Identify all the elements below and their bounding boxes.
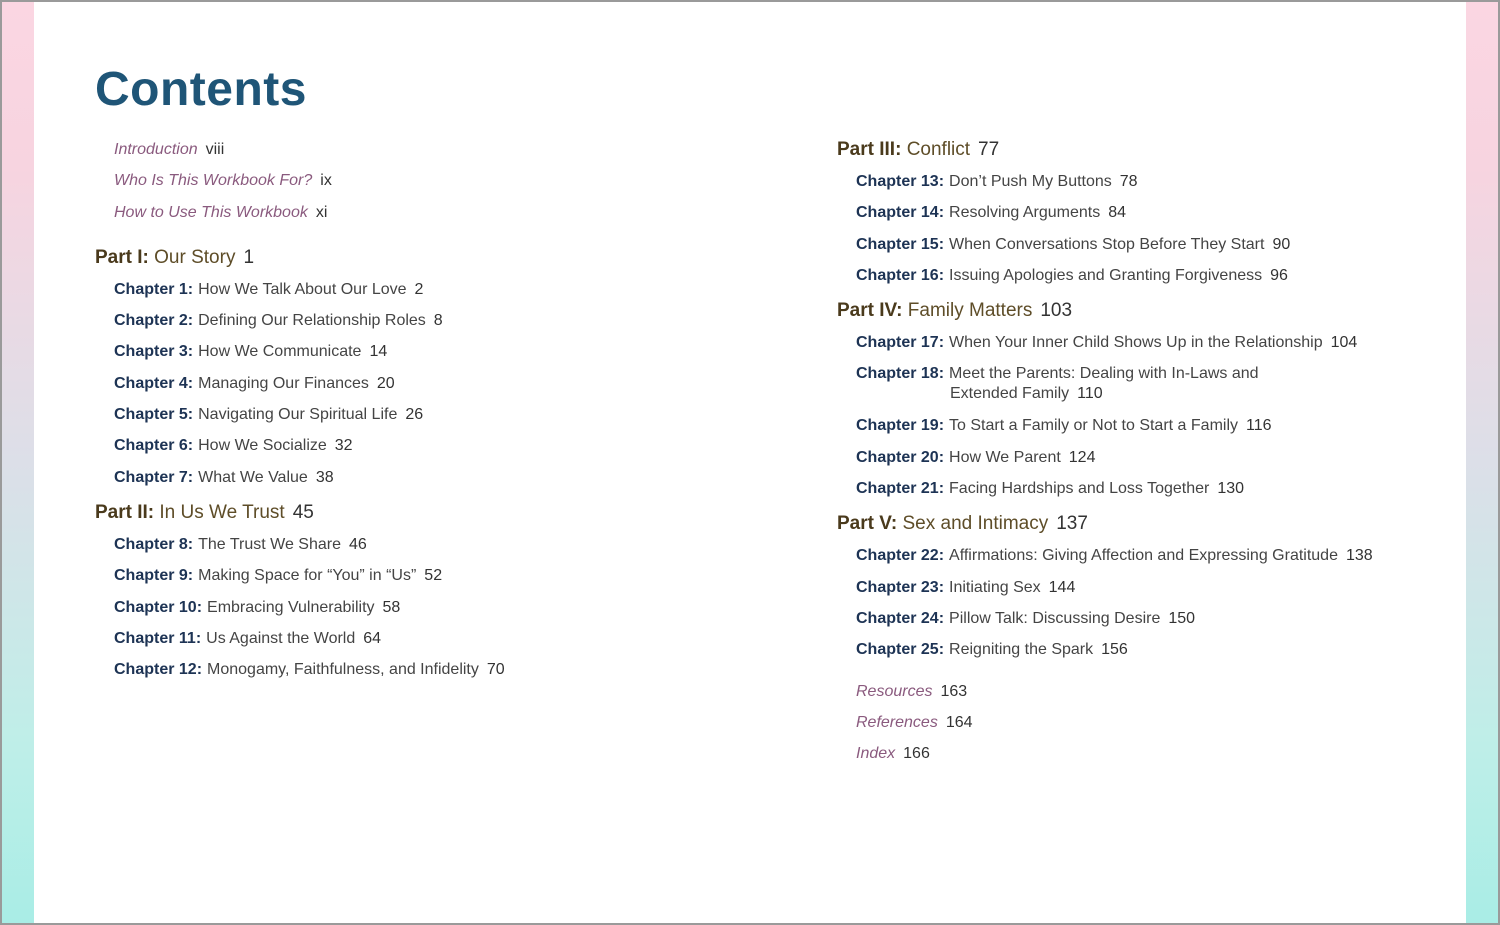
page-number: viii (205, 141, 225, 158)
page-number: 32 (334, 437, 353, 455)
page-number: 96 (1270, 266, 1288, 284)
chapter-entry[interactable] (837, 479, 1437, 510)
page-number: 38 (315, 468, 334, 486)
chapter-entry[interactable] (837, 546, 1437, 577)
spacer (837, 672, 1437, 682)
page-number: 166 (903, 745, 930, 763)
page-number: 144 (1048, 578, 1076, 596)
chapter-number: Chapter 2: (114, 312, 194, 330)
part-number: Part III: (837, 139, 902, 160)
chapter-entry[interactable] (95, 468, 775, 499)
chapter-title: Defining Our Relationship Roles (198, 312, 426, 330)
part-title: Family Matters (907, 300, 1033, 322)
part-heading[interactable] (837, 140, 1437, 172)
page-number: 103 (1040, 300, 1073, 322)
page-number: 70 (486, 661, 505, 679)
chapter-number: Chapter 19: (856, 417, 945, 435)
page-number: 163 (940, 682, 968, 700)
chapter-title: Initiating Sex (949, 578, 1041, 596)
chapter-number: Chapter 25: (856, 641, 945, 659)
chapter-number: Chapter 16: (856, 266, 945, 284)
chapter-number: Chapter 8: (114, 535, 194, 553)
page-number: 104 (1330, 334, 1358, 352)
left-gradient-edge (2, 2, 34, 923)
spacer (95, 234, 775, 244)
chapter-entry[interactable] (95, 598, 775, 629)
part-title: Sex and Intimacy (902, 513, 1049, 535)
chapter-entry[interactable] (95, 405, 775, 436)
chapter-number: Chapter 7: (114, 468, 194, 486)
page-number: 90 (1272, 235, 1291, 253)
chapter-number: Chapter 20: (856, 448, 945, 466)
front-matter-entry[interactable] (95, 203, 775, 234)
right-gradient-edge (1466, 2, 1498, 923)
page-number: 110 (1077, 385, 1103, 403)
page-number: 52 (424, 567, 443, 585)
chapter-entry[interactable] (95, 311, 775, 342)
chapter-number: Chapter 24: (856, 609, 945, 627)
chapter-title: Don’t Push My Buttons (949, 173, 1112, 190)
chapter-title: Reigniting the Spark (949, 641, 1094, 659)
chapter-entry[interactable] (837, 640, 1437, 671)
chapter-entry[interactable] (95, 374, 775, 405)
page-number: 45 (292, 501, 314, 523)
back-matter-entry[interactable] (837, 682, 1437, 713)
chapter-entry[interactable] (837, 333, 1437, 364)
page-number: 156 (1101, 641, 1128, 659)
chapter-number: Chapter 5: (114, 406, 194, 424)
chapter-title: How We Socialize (198, 437, 327, 455)
front-matter-entry[interactable] (95, 171, 775, 202)
part-title: Conflict (906, 139, 971, 160)
chapter-title: Embracing Vulnerability (207, 598, 375, 616)
chapter-entry[interactable] (837, 364, 1437, 416)
part-number: Part II: (95, 501, 155, 523)
back-matter-label: Resources (856, 682, 933, 700)
chapter-title: The Trust We Share (198, 535, 341, 553)
chapter-entry[interactable] (95, 535, 775, 566)
part-number: Part V: (837, 513, 898, 535)
chapter-title: How We Parent (949, 448, 1061, 466)
chapter-number: Chapter 22: (856, 547, 945, 565)
page-number: ix (320, 172, 332, 190)
page-number: 77 (978, 139, 1000, 160)
chapter-number: Chapter 14: (856, 204, 945, 222)
chapter-entry[interactable] (837, 416, 1437, 447)
chapter-title: Managing Our Finances (198, 374, 369, 392)
part-number: Part I: (95, 246, 149, 268)
chapter-number: Chapter 21: (856, 480, 945, 498)
back-matter-entry[interactable] (837, 744, 1437, 775)
page-number: 78 (1119, 173, 1138, 190)
chapter-title: Navigating Our Spiritual Life (198, 406, 398, 424)
chapter-entry[interactable] (837, 235, 1437, 266)
page-number: 64 (363, 629, 382, 647)
chapter-number: Chapter 9: (114, 567, 194, 585)
page-number: 1 (243, 246, 255, 268)
toc-left-column (95, 140, 775, 691)
chapter-title: When Conversations Stop Before They Start (949, 235, 1265, 253)
back-matter-label: Index (856, 745, 896, 763)
page-number: 20 (376, 374, 395, 392)
chapter-title: Us Against the World (206, 629, 356, 647)
front-matter-label: Who Is This Workbook For? (114, 172, 313, 190)
page-number: 58 (382, 598, 401, 616)
chapter-number: Chapter 17: (856, 334, 945, 352)
page-number: 130 (1217, 480, 1245, 498)
chapter-entry[interactable] (95, 566, 775, 597)
chapter-entry[interactable] (95, 342, 775, 373)
toc-right-column (837, 140, 1437, 775)
page-number: 14 (369, 343, 388, 361)
back-matter-label: References (856, 713, 938, 731)
chapter-number: Chapter 10: (114, 598, 203, 616)
chapter-title: Making Space for “You” in “Us” (198, 567, 417, 585)
part-heading[interactable] (837, 301, 1437, 333)
page-number: 26 (405, 406, 424, 424)
chapter-number: Chapter 13: (856, 173, 945, 190)
front-matter-label: Introduction (114, 141, 198, 158)
chapter-entry[interactable] (837, 266, 1437, 297)
chapter-title-line2: Extended Family (950, 385, 1070, 403)
chapter-entry[interactable] (837, 578, 1437, 609)
front-matter-label: How to Use This Workbook (114, 203, 308, 221)
chapter-title: Resolving Arguments (949, 204, 1101, 222)
chapter-title: How We Communicate (198, 343, 362, 361)
chapter-number: Chapter 15: (856, 235, 945, 253)
chapter-entry[interactable] (837, 609, 1437, 640)
chapter-entry[interactable] (95, 660, 775, 691)
chapter-title: Pillow Talk: Discussing Desire (949, 609, 1161, 627)
chapter-title-continued (856, 384, 1437, 404)
chapter-number: Chapter 6: (114, 437, 194, 455)
chapter-number: Chapter 12: (114, 661, 203, 679)
page-number: 46 (349, 535, 367, 553)
chapter-entry[interactable] (837, 448, 1437, 479)
chapter-title: How We Talk About Our Love (198, 280, 407, 298)
chapter-entry[interactable] (95, 629, 775, 660)
chapter-title: Monogamy, Faithfulness, and Infidelity (207, 661, 479, 679)
page-number: 124 (1068, 448, 1096, 466)
part-heading[interactable] (95, 248, 775, 280)
chapter-number: Chapter 18: (856, 365, 945, 383)
page-number: 8 (433, 312, 443, 330)
part-heading[interactable] (837, 514, 1437, 546)
page-number: 137 (1056, 513, 1088, 535)
chapter-title: Issuing Apologies and Granting Forgiveness (949, 266, 1263, 284)
chapter-title: Facing Hardships and Loss Together (949, 480, 1210, 498)
page-number: 2 (414, 280, 424, 298)
chapter-number: Chapter 1: (114, 280, 194, 298)
chapter-title: Affirmations: Giving Affection and Expressing Gratitude (949, 547, 1338, 565)
front-matter-entry[interactable] (95, 140, 775, 171)
page-title: Contents (95, 63, 307, 116)
back-matter-entry[interactable] (837, 713, 1437, 744)
page-number: 150 (1168, 609, 1196, 627)
page-number: xi (315, 203, 328, 221)
chapter-entry[interactable] (95, 436, 775, 467)
chapter-title: Meet the Parents: Dealing with In-Laws and (949, 365, 1259, 383)
chapter-number: Chapter 11: (114, 629, 202, 647)
chapter-title: What We Value (198, 468, 308, 486)
part-heading[interactable] (95, 503, 775, 535)
chapter-number: Chapter 4: (114, 374, 194, 392)
chapter-entry[interactable] (837, 172, 1437, 203)
chapter-title: To Start a Family or Not to Start a Family (949, 417, 1238, 435)
chapter-entry[interactable] (837, 203, 1437, 234)
chapter-number: Chapter 23: (856, 578, 945, 596)
page-number: 116 (1246, 417, 1272, 435)
chapter-entry[interactable] (95, 280, 775, 311)
chapter-title: When Your Inner Child Shows Up in the Relationship (949, 334, 1323, 352)
page-number: 138 (1345, 547, 1373, 565)
chapter-number: Chapter 3: (114, 343, 194, 361)
part-number: Part IV: (837, 300, 903, 322)
part-title: Our Story (154, 246, 236, 268)
page-number: 164 (945, 713, 973, 731)
page-number: 84 (1108, 204, 1127, 222)
part-title: In Us We Trust (159, 501, 285, 523)
